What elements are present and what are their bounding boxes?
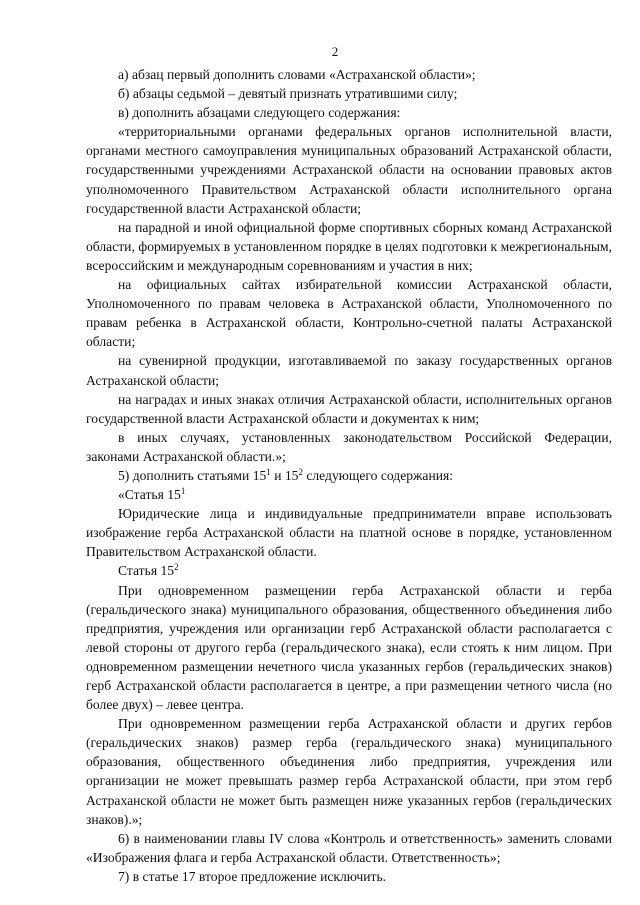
paragraph-other-cases: в иных случаях, установленных законодательством Российской Федерации, законами Астраханской области.»; [86, 429, 612, 464]
document-body [86, 65, 612, 886]
article-15-2-paragraph-2: При одновременном размещении герба Астраханской области и других гербов (геральдических знаков) размер герба (геральдического знака) муниципального образования, общественного объединения либо предприятия, учреждения или организации не может превышать размер герба Астраханской области, при этом герб Астраханской области не может быть размещен ниже указанных гербов (геральдических знаков).»; [86, 716, 612, 827]
paragraph-item-v: в) дополнить абзацами следующего содержания: [118, 105, 401, 121]
paragraph-territorial-bodies: «территориальными органами федеральных органов исполнительной власти, органами местного самоуправления муниципальных образований Астраханской области, государственными учреждениями Астраханской области на основании правовых актов уполномоченного Правительством Астраханской области исполнительного органа государственной власти Астраханской области; [86, 124, 612, 216]
paragraph-item-a: а) абзац первый дополнить словами «Астраханской области»; [118, 67, 476, 82]
paragraph-item-6: 6) в наименовании главы IV слова «Контроль и ответственность» заменить словами «Изображения флага и герба Астраханской области. Ответственность»; [86, 830, 612, 865]
page-number: 2 [331, 44, 339, 59]
item5-sup-a: 1 [266, 466, 271, 477]
item5-text-c: следующего содержания: [302, 467, 454, 483]
paragraph-souvenirs: на сувенирной продукции, изготавливаемой по заказу государственных органов Астраханской области; [86, 353, 612, 388]
item5-text-a: 5) дополнить статьями 15 [118, 467, 267, 483]
paragraph-item-5 [86, 466, 612, 485]
paragraph-item-b: б) абзацы седьмой – девятый признать утратившими силу; [118, 86, 458, 102]
paragraph-sports-uniform: на парадной и иной официальной форме спортивных сборных команд Астраханской области, формируемых в установленном порядке в целях подготовки к межрегиональным, всероссийским и международным соревнованиям и участия в них; [86, 219, 612, 273]
article-15-2-paragraph-1: При одновременном размещении герба Астраханской области и герба (геральдического знака) муниципального образования, общественного объединения либо предприятия, учреждения или организации герб Астраханской области располагается с левой стороны от другого герба (геральдического знака), если стоять к ним лицом. При одновременном размещении нечетного числа указанных гербов (геральдических знаков) герб Астраханской области располагается в центре, а при размещении четного числа (но более двух) – левее центра. [86, 582, 612, 713]
article-15-1-prefix: «Статья 15 [118, 487, 181, 503]
article-15-2-sup: 2 [174, 562, 179, 573]
paragraph-official-sites: на официальных сайтах избирательной комиссии Астраханской области, Уполномоченного по правам человека в Астраханской области, Уполномоченного по правам ребенка в Астраханской области, Контрольно-счетной палаты Астраханской области; [86, 277, 612, 350]
item5-text-b: и 15 [270, 467, 299, 483]
article-15-1-heading [86, 485, 612, 504]
paragraph-item-7: 7) в статье 17 второе предложение исключить. [118, 868, 387, 884]
item5-sup-b: 2 [298, 466, 303, 477]
article-15-1-sup: 1 [180, 486, 186, 497]
paragraph-awards: на наградах и иных знаках отличия Астраханской области, исполнительных органов государственной власти Астраханской области и документах к ним; [86, 391, 612, 426]
article-15-2-heading [86, 561, 612, 580]
article-15-1-body: Юридические лица и индивидуальные предприниматели вправе использовать изображение герба Астраханской области на платной основе в порядке, установленном Правительством Астраханской области. [86, 506, 612, 560]
article-15-2-prefix: Статья 15 [118, 563, 175, 579]
